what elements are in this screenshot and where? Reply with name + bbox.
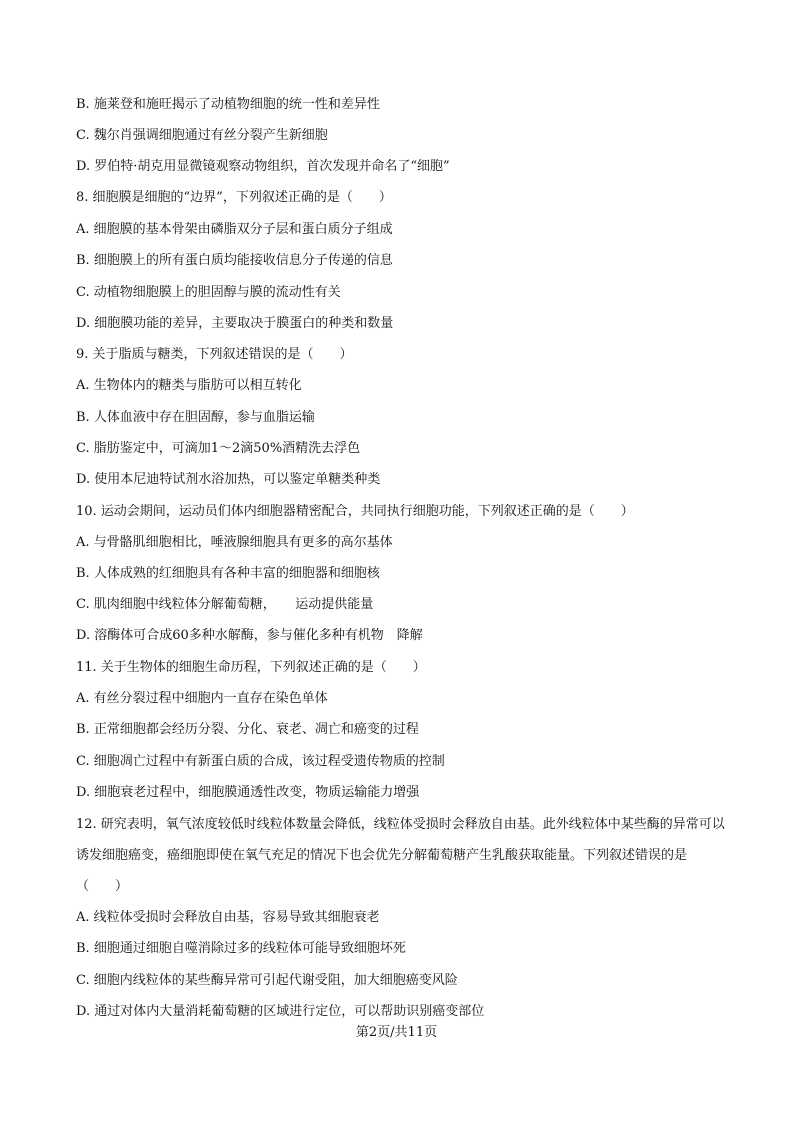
option-7c: C. 魏尔肖强调细胞通过有丝分裂产生新细胞 bbox=[76, 128, 328, 143]
option-9d: D. 使用本尼迪特试剂水浴加热，可以鉴定单糖类种类 bbox=[76, 472, 381, 487]
option-10d: D. 溶酶体可合成60多种水解酶，参与催化多种有机物 降解 bbox=[76, 628, 423, 643]
option-7b: B. 施莱登和施旺揭示了动植物细胞的统一性和差异性 bbox=[76, 97, 380, 112]
question-10: 10. 运动会期间，运动员们体内细胞器精密配合，共同执行细胞功能，下列叙述正确的是（ ） bbox=[76, 504, 634, 519]
question-12: 12. 研究表明，氧气浓度较低时线粒体数量会降低，线粒体受损时会释放自由基。此外线粒体中某些酶的异常可以诱发细胞癌变，癌细胞即使在氧气充足的情况下也会优先分解葡萄糖产生乳酸获取能量。下列叙述错误的是（ ） bbox=[76, 817, 725, 894]
page-number: 第2页/共11页 bbox=[355, 1025, 438, 1040]
question-8: 8. 细胞膜是细胞的“边界”，下列叙述正确的是（ ） bbox=[76, 190, 392, 205]
option-8b: B. 细胞膜上的所有蛋白质均能接收信息分子传递的信息 bbox=[76, 253, 393, 268]
option-10b: B. 人体成熟的红细胞具有各种丰富的细胞器和细胞核 bbox=[76, 566, 380, 581]
option-12c: C. 细胞内线粒体的某些酶异常可引起代谢受阻，加大细胞癌变风险 bbox=[76, 973, 458, 988]
option-11d: D. 细胞衰老过程中，细胞膜通透性改变，物质运输能力增强 bbox=[76, 785, 420, 800]
option-12d: D. 通过对体内大量消耗葡萄糖的区域进行定位，可以帮助识别癌变部位 bbox=[76, 1004, 485, 1019]
option-10a: A. 与骨骼肌细胞相比，唾液腺细胞具有更多的高尔基体 bbox=[76, 535, 393, 550]
option-12a: A. 线粒体受损时会释放自由基，容易导致其细胞衰老 bbox=[76, 910, 380, 925]
option-11c: C. 细胞凋亡过程中有新蛋白质的合成，该过程受遗传物质的控制 bbox=[76, 754, 445, 769]
question-11: 11. 关于生物体的细胞生命历程，下列叙述正确的是（ ） bbox=[76, 660, 426, 675]
option-11a: A. 有丝分裂过程中细胞内一直存在染色单体 bbox=[76, 691, 328, 706]
option-9b: B. 人体血液中存在胆固醇，参与血脂运输 bbox=[76, 410, 315, 425]
option-11b: B. 正常细胞都会经历分裂、分化、衰老、凋亡和癌变的过程 bbox=[76, 722, 419, 737]
option-8d: D. 细胞膜功能的差异，主要取决于膜蛋白的种类和数量 bbox=[76, 316, 394, 331]
option-8c: C. 动植物细胞膜上的胆固醇与膜的流动性有关 bbox=[76, 285, 341, 300]
option-9a: A. 生物体内的糖类与脂肪可以相互转化 bbox=[76, 378, 302, 393]
option-9c: C. 脂肪鉴定中，可滴加1～2滴50%酒精洗去浮色 bbox=[76, 441, 361, 456]
question-9: 9. 关于脂质与糖类，下列叙述错误的是（ ） bbox=[76, 347, 353, 362]
option-10c: C. 肌肉细胞中线粒体分解葡萄糖， 运动提供能量 bbox=[76, 597, 374, 612]
option-7d: D. 罗伯特·胡克用显微镜观察动物组织，首次发现并命名了“细胞” bbox=[76, 159, 450, 174]
option-8a: A. 细胞膜的基本骨架由磷脂双分子层和蛋白质分子组成 bbox=[76, 222, 393, 237]
option-12b: B. 细胞通过细胞自噬消除过多的线粒体可能导致细胞坏死 bbox=[76, 941, 406, 956]
